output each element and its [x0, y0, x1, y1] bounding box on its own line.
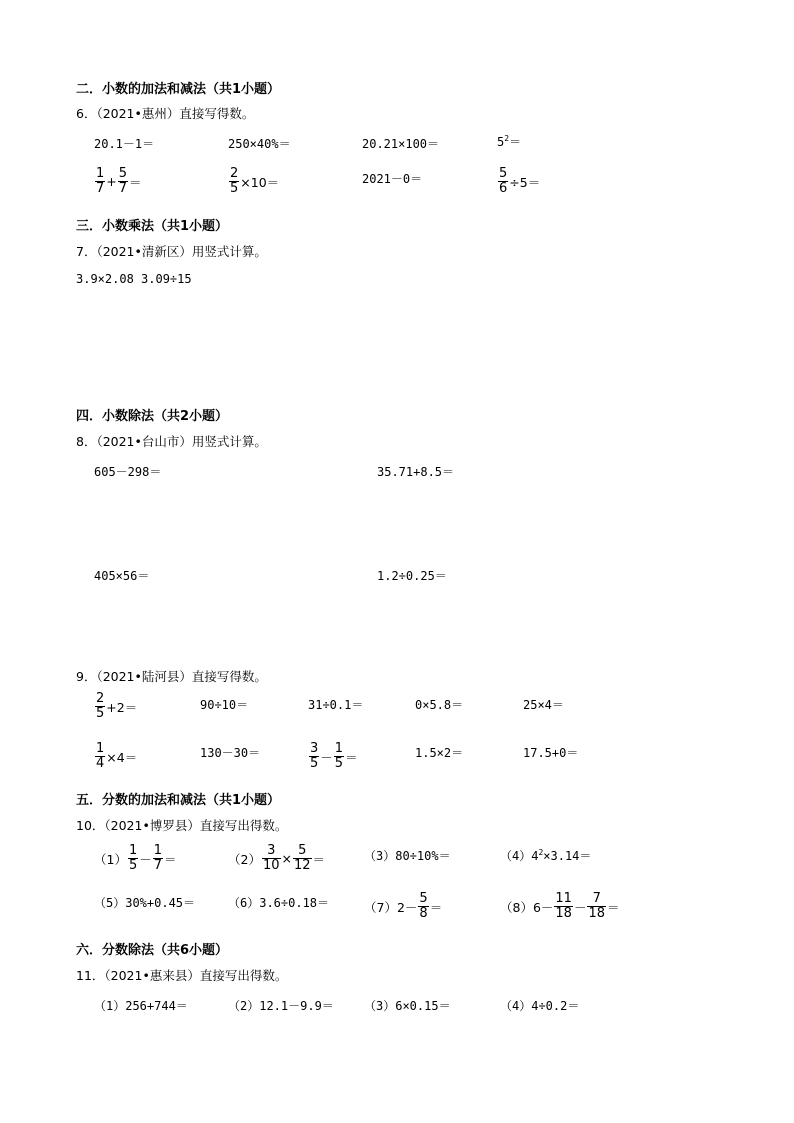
q10-item-6: （6）3.6÷0.18＝ — [228, 896, 330, 910]
q8-item-4: 1.2÷0.25＝ — [377, 569, 447, 583]
q10-item-1: （1） $\frac{1}{5}$ － $\frac{1}{7}$ ＝ — [94, 843, 177, 873]
question-7-title: 7．（2021•清新区）用竖式计算。 — [76, 244, 267, 259]
q8-item-2: 35.71+8.5＝ — [377, 465, 455, 479]
q6-item-1: 20.1－1＝ — [94, 137, 155, 151]
q9-item-6: $\frac{1}{4}$ ×4＝ — [96, 741, 138, 771]
q6-item-4: $5^2=$ — [497, 134, 522, 149]
q6-item-6: $\frac{2}{5}$ ×10＝ — [230, 166, 280, 196]
question-8-title: 8．（2021•台山市）用竖式计算。 — [76, 434, 267, 449]
q9-item-7: 130－30＝ — [200, 746, 261, 760]
q9-item-3: 31÷0.1＝ — [308, 698, 364, 712]
section-heading-4: 四．小数除法（共2小题） — [76, 409, 229, 424]
q6-item-7: 2021－0＝ — [362, 172, 423, 186]
q10-item-5: （5）30%+0.45＝ — [94, 896, 196, 910]
section-heading-2: 二．小数的加法和减法（共1小题） — [76, 82, 281, 97]
q10-item-8: （8）6－ $\frac{11}{18}$ － $\frac{7}{18}$ ＝ — [500, 891, 620, 921]
q8-item-3: 405×56＝ — [94, 569, 150, 583]
q11-item-3: （3）6×0.15＝ — [364, 999, 451, 1013]
q10-item-3: （3）80÷10%＝ — [364, 849, 451, 863]
q9-item-9: 1.5×2＝ — [415, 746, 464, 760]
question-11-title: 11．（2021•惠来县）直接写出得数。 — [76, 968, 288, 983]
q10-item-4: $(4)4^2\times 3.14=$ — [500, 848, 592, 863]
question-6-title: 6．（2021•惠州）直接写得数。 — [76, 106, 255, 121]
q10-item-2: （2） $\frac{3}{10}$ × $\frac{5}{12}$ ＝ — [228, 843, 326, 873]
q6-item-3: 20.21×100＝ — [362, 137, 440, 151]
q6-item-8: $\frac{5}{6}$ ÷5＝ — [499, 166, 541, 196]
section-heading-5: 五．分数的加法和减法（共1小题） — [76, 793, 281, 808]
question-9-title: 9．（2021•陆河县）直接写得数。 — [76, 669, 267, 684]
q9-item-5: 25×4＝ — [523, 698, 564, 712]
q9-item-4: 0×5.8＝ — [415, 698, 464, 712]
q6-item-2: 250×40%＝ — [228, 137, 291, 151]
q9-item-10: 17.5+0＝ — [523, 746, 579, 760]
q7-problems: 3.9×2.08 3.09÷15 — [76, 272, 192, 286]
q11-item-1: （1）256+744＝ — [94, 999, 188, 1013]
q9-item-1: $\frac{2}{5}$ +2＝ — [96, 691, 138, 721]
q8-item-1: 605－298＝ — [94, 465, 162, 479]
q10-item-7: （7）2－ $\frac{5}{8}$ ＝ — [364, 891, 443, 921]
section-heading-3: 三．小数乘法（共1小题） — [76, 219, 229, 234]
section-heading-6: 六．分数除法（共6小题） — [76, 943, 229, 958]
q9-item-8: $\frac{3}{5}$ － $\frac{1}{5}$ ＝ — [310, 741, 358, 771]
q11-item-4: （4）4÷0.2＝ — [500, 999, 580, 1013]
q6-item-5: $\frac{1}{7}$ + $\frac{5}{7}$ ＝ — [96, 166, 142, 196]
question-10-title: 10．（2021•博罗县）直接写出得数。 — [76, 818, 288, 833]
q11-item-2: （2）12.1－9.9＝ — [228, 999, 334, 1013]
q9-item-2: 90÷10＝ — [200, 698, 249, 712]
